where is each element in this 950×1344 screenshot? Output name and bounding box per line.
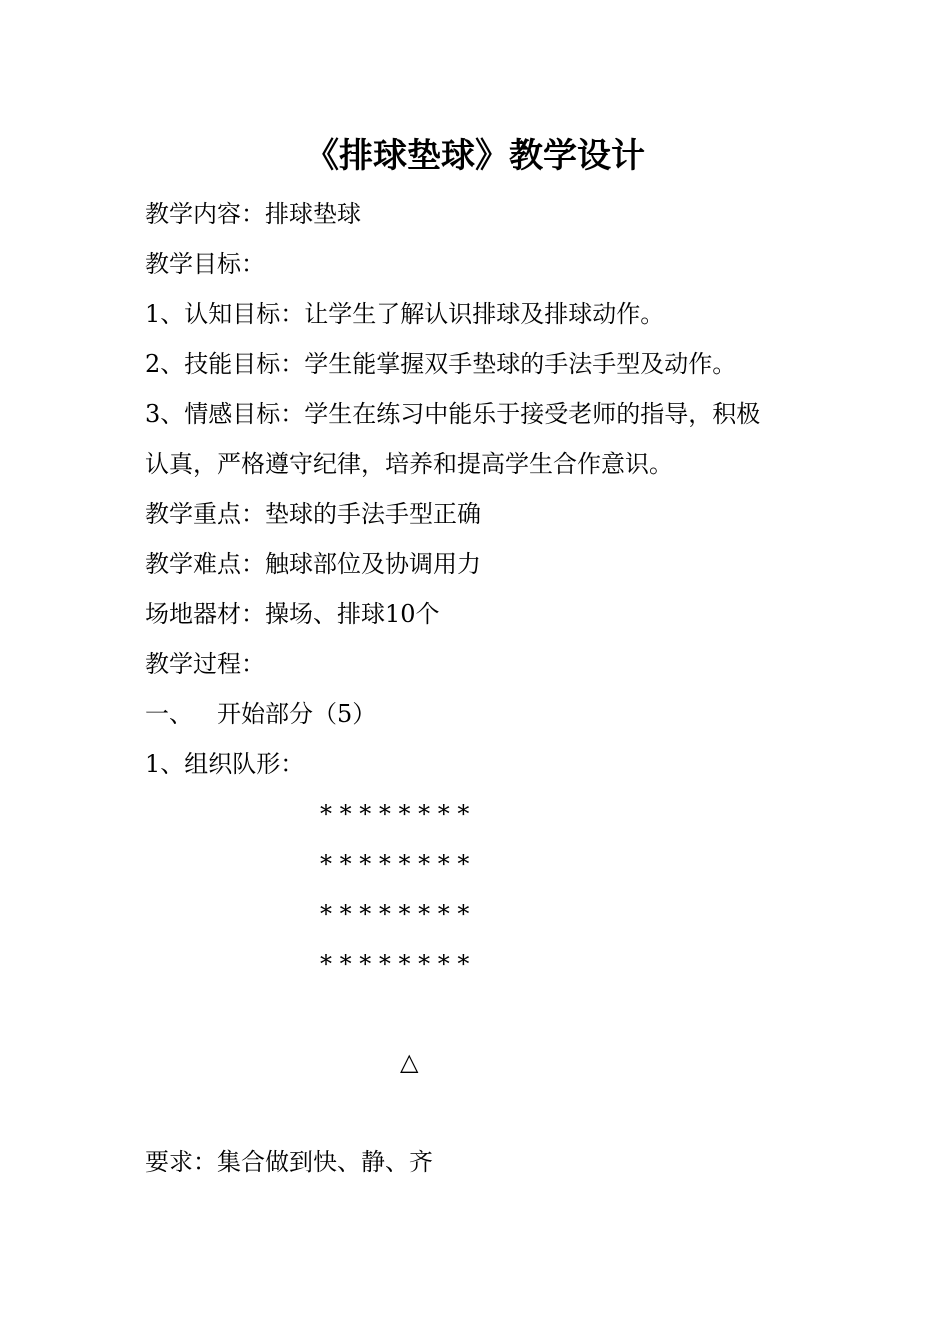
formation-heading: 1、组织队形： xyxy=(145,750,305,778)
formation-row: * * * * * * * * xyxy=(320,950,470,978)
equipment-line: 场地器材：操场、排球10个 xyxy=(145,600,440,628)
cognitive-goal-line: 1、认知目标：让学生了解认识排球及排球动作。 xyxy=(145,300,665,328)
difficulty-line: 教学难点：触球部位及协调用力 xyxy=(145,550,481,578)
key-point-line: 教学重点：垫球的手法手型正确 xyxy=(145,500,481,528)
formation-row: * * * * * * * * xyxy=(320,850,470,878)
teacher-position-mark: △ xyxy=(400,1048,419,1076)
skill-goal-line: 2、技能目标：学生能掌握双手垫球的手法手型及动作。 xyxy=(145,350,737,378)
teaching-goals-heading: 教学目标： xyxy=(145,250,265,278)
teaching-process-heading: 教学过程： xyxy=(145,650,265,678)
section-number: 一、 xyxy=(145,700,193,728)
formation-row: * * * * * * * * xyxy=(320,900,470,928)
section-title: 开始部分（5） xyxy=(217,700,377,728)
document-title: 《排球垫球》教学设计 xyxy=(305,136,645,176)
formation-row: * * * * * * * * xyxy=(320,800,470,828)
section-one-heading xyxy=(145,696,376,732)
teaching-content-line: 教学内容：排球垫球 xyxy=(145,200,361,228)
requirement-line: 要求：集合做到快、静、齐 xyxy=(145,1148,433,1176)
emotional-goal-line: 3、情感目标：学生在练习中能乐于接受老师的指导，积极 xyxy=(145,400,761,428)
emotional-goal-continued-line: 认真，严格遵守纪律，培养和提高学生合作意识。 xyxy=(145,450,673,478)
